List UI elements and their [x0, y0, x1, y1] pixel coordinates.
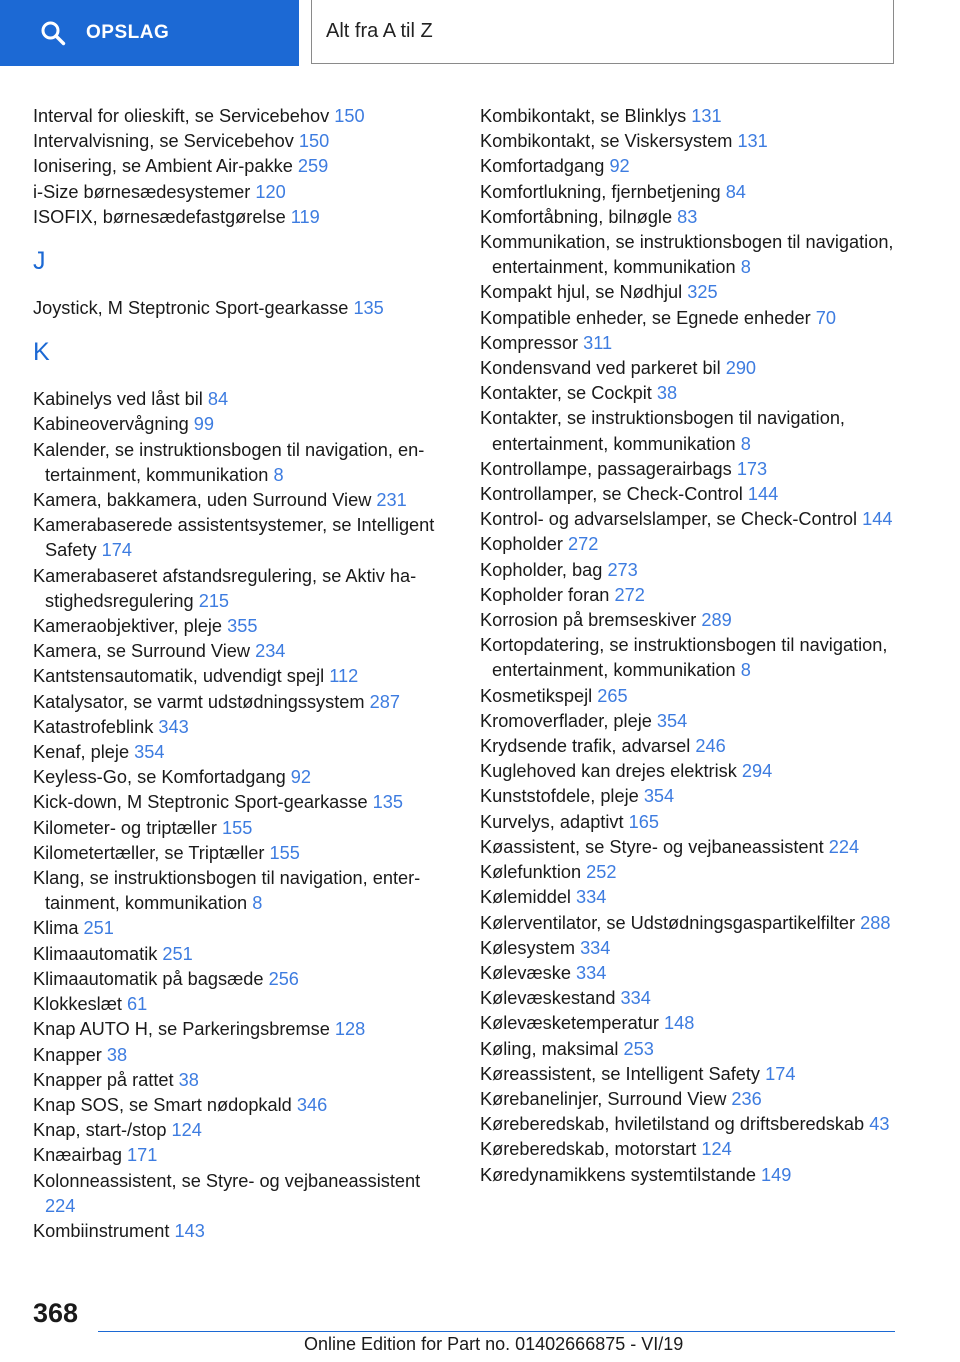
index-entry-text: Knap, start-/stop	[33, 1120, 167, 1141]
index-entry	[33, 942, 453, 967]
index-entry-page-link[interactable]: 354	[134, 742, 165, 763]
index-entry-page-link[interactable]: 334	[580, 937, 611, 958]
index-entry	[480, 104, 900, 129]
index-entry-page-link[interactable]: 38	[656, 383, 678, 404]
section-title: Alt fra A til Z	[326, 20, 433, 42]
index-entry	[480, 961, 900, 986]
section-title-box	[311, 0, 894, 64]
index-entry-text: Kommunikation, se instruktionsbogen til navigation, entertainment, kommunikation	[480, 232, 894, 278]
index-entry-text: Kølesystem	[480, 937, 575, 958]
index-entry	[480, 558, 900, 583]
index-entry-text: Komfortlukning, fjernbetjening	[480, 181, 721, 202]
index-entry	[480, 784, 900, 809]
index-entry-text: Kuglehoved kan drejes elektrisk	[480, 761, 737, 782]
index-entry-page-link[interactable]: 38	[106, 1044, 128, 1065]
index-entry	[33, 841, 453, 866]
index-entry-page-link[interactable]: 231	[376, 490, 407, 511]
index-entry	[33, 790, 453, 815]
index-entry	[33, 104, 453, 129]
index-entry-text: Intervalvisning, se Servicebehov	[33, 131, 294, 152]
index-entry-page-link[interactable]: 272	[614, 584, 645, 605]
index-entry	[33, 296, 453, 321]
index-entry-text: Kilometertæller, se Triptæller	[33, 842, 265, 863]
index-entry-page-link[interactable]: 343	[158, 716, 189, 737]
footer-edition-text: Online Edition for Part no. 01402666875 - VI/19	[304, 1334, 684, 1354]
index-entry	[480, 1062, 900, 1087]
index-entry-page-link[interactable]: 150	[334, 106, 365, 126]
index-entry	[33, 866, 453, 916]
index-entry-page-link[interactable]: 150	[298, 131, 330, 152]
index-entry-page-link[interactable]: 334	[576, 887, 607, 908]
index-entry-text: Kompressor	[480, 332, 579, 353]
index-entry-text: Kompakt hjul, se Nødhjul	[480, 282, 683, 303]
index-entry-text: Klokkeslæt	[33, 994, 122, 1015]
index-entry-text: Knap AUTO H, se Parkeringsbremse	[33, 1019, 330, 1040]
index-entry	[480, 583, 900, 608]
index-entry-page-link[interactable]: 8	[252, 893, 263, 914]
index-entry	[480, 759, 900, 784]
index-entry-page-link[interactable]: 135	[372, 792, 404, 813]
index-entry	[33, 614, 453, 639]
index-entry	[480, 532, 900, 557]
index-entry-text: Kontakter, se instruktionsbogen til navigation, entertainment, kommunikation	[480, 408, 845, 454]
index-entry-page-link[interactable]: 149	[761, 1164, 792, 1185]
index-entry-text: Kurvelys, adaptivt	[480, 811, 624, 832]
index-entry-page-link[interactable]: 84	[725, 181, 746, 202]
index-entry-text: Kontrollampe, passagerairbags	[480, 458, 732, 479]
index-entry-page-link[interactable]: 334	[620, 988, 651, 1009]
index-entry	[33, 1017, 453, 1042]
index-entry-page-link[interactable]: 252	[586, 862, 617, 883]
index-entry-page-link[interactable]: 155	[222, 817, 253, 838]
index-entry-page-link[interactable]: 8	[740, 433, 751, 454]
index-entry-page-link[interactable]: 294	[741, 761, 773, 782]
index-entry-text: Kølevæskestand	[480, 988, 616, 1009]
index-entry-page-link[interactable]: 265	[597, 685, 628, 706]
index-entry-page-link[interactable]: 135	[353, 298, 384, 319]
index-entry	[33, 154, 453, 179]
index-entry	[33, 180, 453, 205]
index-entry	[33, 765, 453, 790]
index-entry-page-link[interactable]: 251	[83, 918, 114, 939]
index-entry	[33, 205, 453, 230]
index-entry-page-link[interactable]: 355	[227, 616, 258, 637]
index-entry-page-link[interactable]: 84	[207, 389, 229, 410]
index-entry-text: Klima	[33, 918, 79, 939]
index-entry-page-link[interactable]: 273	[607, 559, 638, 580]
index-entry-page-link[interactable]: 124	[171, 1120, 202, 1141]
opslag-tab[interactable]	[0, 0, 299, 66]
index-entry-text: Køreberedskab, motorstart	[480, 1139, 697, 1160]
index-entry-page-link[interactable]: 120	[255, 181, 286, 202]
index-entry-text: Komfortadgang	[480, 156, 605, 177]
index-entry-text: Klimaautomatik på bagsæde	[33, 968, 264, 989]
index-entry-page-link[interactable]: 236	[731, 1088, 762, 1109]
index-entry	[33, 1169, 453, 1219]
index-entry	[480, 356, 900, 381]
page-number: 368	[33, 1298, 79, 1328]
index-entry-page-link[interactable]: 155	[269, 842, 300, 863]
index-entry	[33, 1118, 453, 1143]
index-entry-page-link[interactable]: 259	[297, 156, 329, 177]
index-entry	[480, 734, 900, 759]
index-entry	[33, 1143, 453, 1168]
index-entry-page-link[interactable]: 8	[273, 464, 284, 485]
index-entry-page-link[interactable]: 215	[198, 590, 230, 611]
opslag-label: OPSLAG	[86, 22, 170, 43]
index-entry-text: Kilometer- og triptæller	[33, 817, 217, 838]
index-entry	[33, 992, 453, 1017]
index-entry	[480, 860, 900, 885]
index-entry	[33, 816, 453, 841]
index-entry-text: Kontrollamper, se Check-Control	[480, 484, 743, 505]
index-column-right	[480, 104, 900, 1188]
index-entry-page-link[interactable]: 256	[268, 968, 299, 989]
index-entry-page-link[interactable]: 272	[567, 534, 599, 555]
index-entry	[480, 1112, 900, 1137]
index-entry-text: Kabineovervågning	[33, 414, 189, 435]
index-entry-text: Interval for olieskift, se Servicebehov	[33, 106, 330, 126]
index-entry-text: Kortopdatering, se instruktionsbogen til navigation, entertainment, kommunikation	[480, 635, 888, 681]
index-entry	[480, 205, 900, 230]
index-entry	[480, 936, 900, 961]
index-entry	[33, 740, 453, 765]
index-entry	[480, 608, 900, 633]
index-entry-page-link[interactable]: 131	[691, 106, 722, 126]
index-entry-text: Kenaf, pleje	[33, 742, 130, 763]
index-entry-page-link[interactable]: 112	[329, 666, 359, 687]
index-entry-text: i-Size børnesædesystemer	[33, 181, 251, 202]
index-entry-page-link[interactable]: 287	[369, 691, 400, 712]
index-entry-text: Kopholder	[480, 534, 563, 555]
index-entry	[33, 715, 453, 740]
index-entry-text: Joystick, M Steptronic Sport-gearkasse	[33, 298, 349, 319]
footer-divider	[98, 1331, 895, 1332]
index-entry-text: Kamera, bakkamera, uden Surround View	[33, 490, 372, 511]
index-letter-heading: K	[33, 338, 50, 367]
index-entry-text: Kølevæske	[480, 962, 571, 983]
index-entry	[480, 709, 900, 734]
index-entry-page-link[interactable]: 148	[663, 1013, 695, 1034]
index-entry-text: Kølefunktion	[480, 862, 582, 883]
index-entry-text: Kølevæsketemperatur	[480, 1013, 659, 1034]
index-entry-page-link[interactable]: 173	[736, 458, 768, 479]
index-entry-text: Klang, se instruktionsbogen til navigation, entertainment, kommunikation	[33, 868, 421, 914]
index-entry	[480, 885, 900, 910]
index-entry-text: Kalender, se instruktionsbogen til navigation, entertainment, kommunikation	[33, 439, 425, 485]
index-entry-text: Kombiinstrument	[33, 1220, 170, 1241]
index-entry	[33, 129, 453, 154]
index-entry	[33, 1068, 453, 1093]
index-entry-page-link[interactable]: 354	[656, 710, 688, 731]
index-entry-text: Kromoverflader, pleje	[480, 710, 652, 731]
index-entry-text: Køling, maksimal	[480, 1038, 619, 1059]
index-entry-text: ISOFIX, børnesædefastgørelse	[33, 206, 286, 227]
index-entry-page-link[interactable]: 253	[623, 1038, 654, 1059]
index-entry-page-link[interactable]: 346	[296, 1094, 328, 1115]
index-entry-page-link[interactable]: 92	[609, 156, 630, 177]
index-entry-text: Kombikontakt, se Blinklys	[480, 106, 687, 126]
index-entry-page-link[interactable]: 143	[174, 1220, 205, 1241]
index-entry-page-link[interactable]: 131	[737, 131, 768, 152]
index-entry-page-link[interactable]: 61	[127, 994, 148, 1015]
index-entry	[480, 457, 900, 482]
index-entry	[480, 1087, 900, 1112]
index-entry	[480, 911, 900, 936]
index-entry	[480, 633, 900, 683]
index-entry-page-link[interactable]: 224	[828, 836, 860, 857]
index-entry	[480, 1163, 900, 1188]
index-entry	[480, 406, 900, 456]
index-entry-page-link[interactable]: 38	[178, 1069, 199, 1090]
index-entry-page-link[interactable]: 8	[740, 257, 751, 278]
index-entry-page-link[interactable]: 174	[101, 540, 132, 561]
index-entry-page-link[interactable]: 83	[677, 206, 698, 227]
index-entry-text: Kolonneassistent, se Styre- og vejbaneassistent	[33, 1170, 421, 1191]
index-entry	[480, 331, 900, 356]
index-entry-page-link[interactable]: 165	[628, 811, 659, 832]
index-entry-text: Kantstensautomatik, udvendigt spejl	[33, 666, 325, 687]
index-entry-text: Klimaautomatik	[33, 943, 158, 964]
index-entry-page-link[interactable]: 246	[695, 736, 726, 757]
index-entry	[480, 986, 900, 1011]
index-entry-text: Køassistent, se Styre- og vejbaneassistent	[480, 836, 824, 857]
index-entry-text: Køreberedskab, hviletilstand og driftsberedskab	[480, 1114, 865, 1135]
index-entry	[480, 230, 900, 280]
index-entry-text: Kopholder, bag	[480, 559, 603, 580]
index-entry-page-link[interactable]: 288	[860, 912, 891, 933]
index-entry-page-link[interactable]: 289	[701, 610, 732, 631]
index-entry-text: Kameraobjektiver, pleje	[33, 616, 223, 637]
index-entry-text: Kopholder foran	[480, 584, 610, 605]
index-entry	[480, 482, 900, 507]
index-entry	[480, 1037, 900, 1062]
index-entry-text: Korrosion på bremseskiver	[480, 610, 697, 631]
index-entry-page-link[interactable]: 92	[290, 767, 312, 788]
index-entry	[33, 564, 453, 614]
index-entry-text: Kamerabaseret afstandsregulering, se Aktiv hastighedsregulering	[33, 565, 417, 611]
index-entry-text: Knapper på rattet	[33, 1069, 174, 1090]
index-entry	[33, 513, 453, 563]
index-entry-text: Kunststofdele, pleje	[480, 786, 639, 807]
index-entry-text: Kontakter, se Cockpit	[480, 383, 652, 404]
index-entry	[33, 438, 453, 488]
index-entry-text: Kølemiddel	[480, 887, 571, 908]
index-entry-text: Kosmetikspejl	[480, 685, 593, 706]
index-letter-heading: J	[33, 247, 46, 276]
index-entry-text: Kabinelys ved låst bil	[33, 389, 203, 410]
index-entry-text: Kick-down, M Steptronic Sport-gearkasse	[33, 792, 368, 813]
index-entry	[33, 1043, 453, 1068]
index-entry-text: Kondensvand ved parkeret bil	[480, 358, 721, 379]
index-entry-page-link[interactable]: 174	[765, 1063, 796, 1084]
index-entry	[480, 684, 900, 709]
index-entry	[33, 916, 453, 941]
index-entry	[33, 412, 453, 437]
index-entry	[480, 154, 900, 179]
index-entry	[480, 306, 900, 331]
index-entry-text: Kørebanelinjer, Surround View	[480, 1088, 727, 1109]
index-entry	[480, 129, 900, 154]
index-entry-text: Katalysator, se varmt udstødningssystem	[33, 691, 365, 712]
index-entry-text: Keyless-Go, se Komfortadgang	[33, 767, 286, 788]
index-entry-page-link[interactable]: 325	[687, 282, 718, 303]
index-entry-page-link[interactable]: 311	[583, 332, 613, 353]
index-entry-text: Ionisering, se Ambient Air-pakke	[33, 156, 293, 177]
index-entry	[33, 488, 453, 513]
index-entry-text: Knæairbag	[33, 1145, 122, 1166]
index-entry-page-link[interactable]: 290	[725, 358, 757, 379]
index-entry-page-link[interactable]: 8	[740, 660, 751, 681]
index-entry-text: Komfortåbning, bilnøgle	[480, 206, 673, 227]
index-entry	[33, 1219, 453, 1244]
index-entry	[480, 280, 900, 305]
index-entry	[33, 1093, 453, 1118]
index-entry-page-link[interactable]: 128	[334, 1019, 366, 1040]
index-entry-text: Kølerventilator, se Udstødningsgaspartikelfilter	[480, 912, 856, 933]
index-entry-page-link[interactable]: 334	[576, 962, 607, 983]
index-entry-text: Køredynamikkens systemtilstande	[480, 1164, 756, 1185]
index-entry-page-link[interactable]: 144	[747, 484, 779, 505]
index-entry	[480, 1137, 900, 1162]
index-entry	[33, 639, 453, 664]
index-entry-page-link[interactable]: 144	[862, 509, 893, 530]
index-entry-text: Krydsende trafik, advarsel	[480, 736, 691, 757]
search-icon	[40, 20, 66, 46]
index-entry-page-link[interactable]: 354	[643, 786, 675, 807]
index-entry-text: Knap SOS, se Smart nødopkald	[33, 1094, 292, 1115]
index-entry-page-link[interactable]: 43	[869, 1114, 890, 1135]
index-entry-text: Kontrol- og advarselslamper, se Check-Control	[480, 509, 858, 530]
index-column-left	[33, 104, 453, 1244]
index-entry-page-link[interactable]: 224	[45, 1195, 76, 1216]
index-entry-page-link[interactable]: 171	[127, 1145, 158, 1166]
page-header	[0, 0, 960, 66]
index-entry	[33, 690, 453, 715]
index-entry-page-link[interactable]: 99	[193, 414, 215, 435]
index-entry	[33, 387, 453, 412]
index-entry	[33, 967, 453, 992]
index-entry-text: Kompatible enheder, se Egnede enheder	[480, 307, 811, 328]
index-entry-page-link[interactable]: 251	[162, 943, 193, 964]
index-entry	[480, 507, 900, 532]
index-entry	[480, 1011, 900, 1036]
index-entry-text: Kamera, se Surround View	[33, 641, 251, 662]
index-entry-text: Katastrofeblink	[33, 716, 154, 737]
index-entry-text: Kombikontakt, se Viskersystem	[480, 131, 733, 152]
index-entry	[480, 810, 900, 835]
index-entry-page-link[interactable]: 119	[290, 206, 320, 227]
index-entry-page-link[interactable]: 124	[701, 1139, 732, 1160]
index-entry	[33, 664, 453, 689]
index-entry	[480, 381, 900, 406]
index-entry	[480, 180, 900, 205]
index-entry-text: Kamerabaserede assistentsystemer, se Intelligent Safety	[33, 515, 435, 561]
index-entry	[480, 835, 900, 860]
index-entry-page-link[interactable]: 234	[255, 641, 286, 662]
index-entry-text: Knapper	[33, 1044, 102, 1065]
index-entry-text: Køreassistent, se Intelligent Safety	[480, 1063, 761, 1084]
index-entry-page-link[interactable]: 70	[815, 307, 836, 328]
